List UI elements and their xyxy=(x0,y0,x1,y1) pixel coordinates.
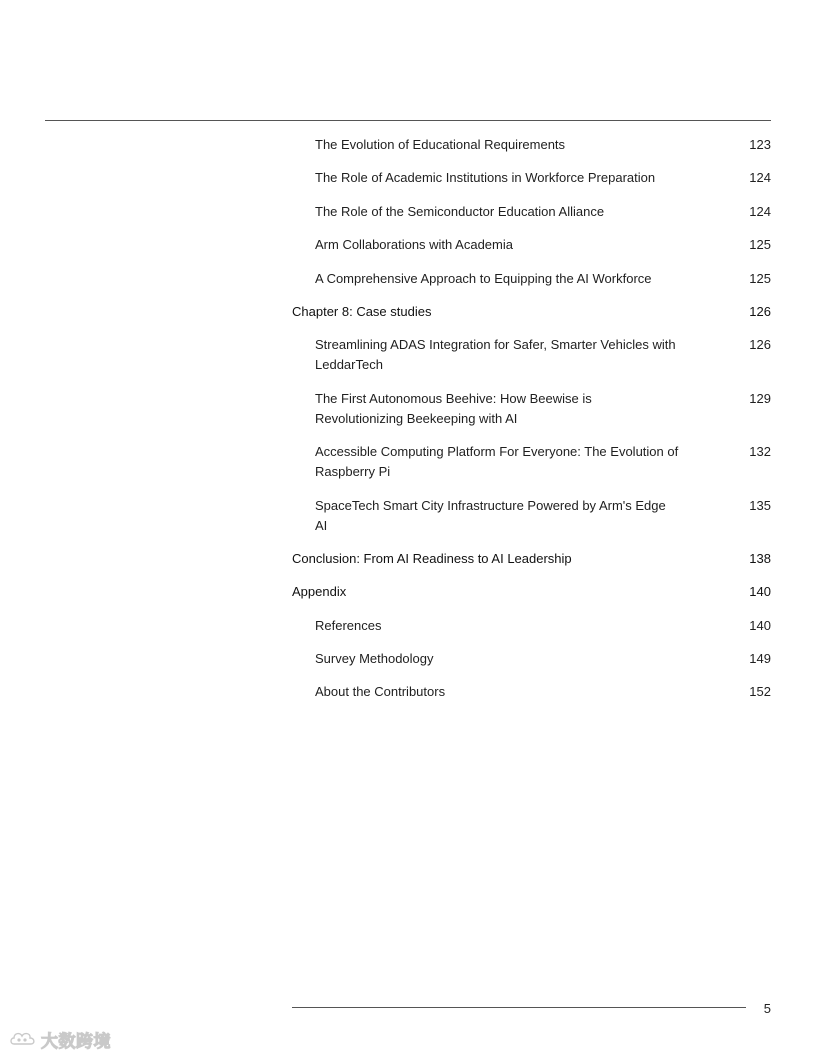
page-number: 5 xyxy=(763,1001,771,1016)
toc-entry-page: 140 xyxy=(749,617,771,633)
toc-chapter-entry[interactable] xyxy=(292,582,772,602)
toc-entry-page: 124 xyxy=(749,170,771,186)
toc-entry[interactable] xyxy=(292,335,772,375)
toc-entry[interactable] xyxy=(292,269,772,289)
cloud-logo-icon xyxy=(8,1029,38,1049)
toc-entry[interactable] xyxy=(292,202,772,222)
toc-entry-page: 125 xyxy=(749,270,771,286)
toc-entry-title: The Role of the Semiconductor Education Alliance xyxy=(315,203,605,219)
toc-entry-page: 152 xyxy=(749,684,771,700)
toc-entry[interactable] xyxy=(292,616,772,636)
watermark-text: 大数跨境 xyxy=(41,1031,111,1052)
toc-entry[interactable] xyxy=(292,496,772,536)
toc-entry[interactable] xyxy=(292,235,772,255)
toc-entry-page: 138 xyxy=(749,550,771,566)
toc-entry-page: 135 xyxy=(749,497,771,513)
footer-rule xyxy=(292,1007,746,1008)
toc-entry-title: Accessible Computing Platform For Everyone: The Evolution of Raspberry Pi xyxy=(315,444,679,480)
toc-entry[interactable] xyxy=(292,442,772,482)
toc-entry-title: About the Contributors xyxy=(315,684,446,700)
toc-entry-title: A Comprehensive Approach to Equipping the AI Workforce xyxy=(315,270,652,286)
toc-entry-page: 140 xyxy=(749,584,771,600)
toc-entry-title: The Role of Academic Institutions in Workforce Preparation xyxy=(315,170,656,186)
header-rule xyxy=(45,120,771,121)
toc-chapter-entry[interactable] xyxy=(292,549,772,569)
toc-entry-title: Arm Collaborations with Academia xyxy=(315,237,513,253)
toc-entry-page: 149 xyxy=(749,651,771,667)
toc-entry-title: SpaceTech Smart City Infrastructure Powered by Arm's Edge AI xyxy=(315,497,666,533)
toc-entry-title: Streamlining ADAS Integration for Safer, Smarter Vehicles with LeddarTech xyxy=(315,337,676,373)
toc-entry-page: 124 xyxy=(749,203,771,219)
toc-entry[interactable] xyxy=(292,649,772,669)
toc-chapter-entry[interactable] xyxy=(292,302,772,322)
toc-entry[interactable] xyxy=(292,389,772,429)
watermark xyxy=(8,1028,111,1050)
toc-entry-title: The First Autonomous Beehive: How Beewise is Revolutionizing Beekeeping with AI xyxy=(315,390,592,426)
toc-entry-title: The Evolution of Educational Requirements xyxy=(315,137,566,152)
toc-entry[interactable] xyxy=(292,682,772,702)
toc-entry-title: Survey Methodology xyxy=(315,651,434,667)
toc-entry-page: 123 xyxy=(749,137,771,152)
toc-entry-page: 126 xyxy=(749,337,771,353)
toc-entry-page: 126 xyxy=(749,303,771,319)
toc-entry[interactable] xyxy=(292,168,772,188)
toc-entry-title: Chapter 8: Case studies xyxy=(292,303,432,319)
table-of-contents xyxy=(292,135,772,702)
toc-entry-title: Appendix xyxy=(292,584,347,600)
toc-entry-page: 129 xyxy=(749,390,771,406)
toc-entry-title: Conclusion: From AI Readiness to AI Leadership xyxy=(292,550,572,566)
toc-entry-page: 132 xyxy=(749,444,771,460)
toc-entry-page: 125 xyxy=(749,237,771,253)
toc-entry[interactable] xyxy=(292,135,772,155)
toc-entry-title: References xyxy=(315,617,382,633)
